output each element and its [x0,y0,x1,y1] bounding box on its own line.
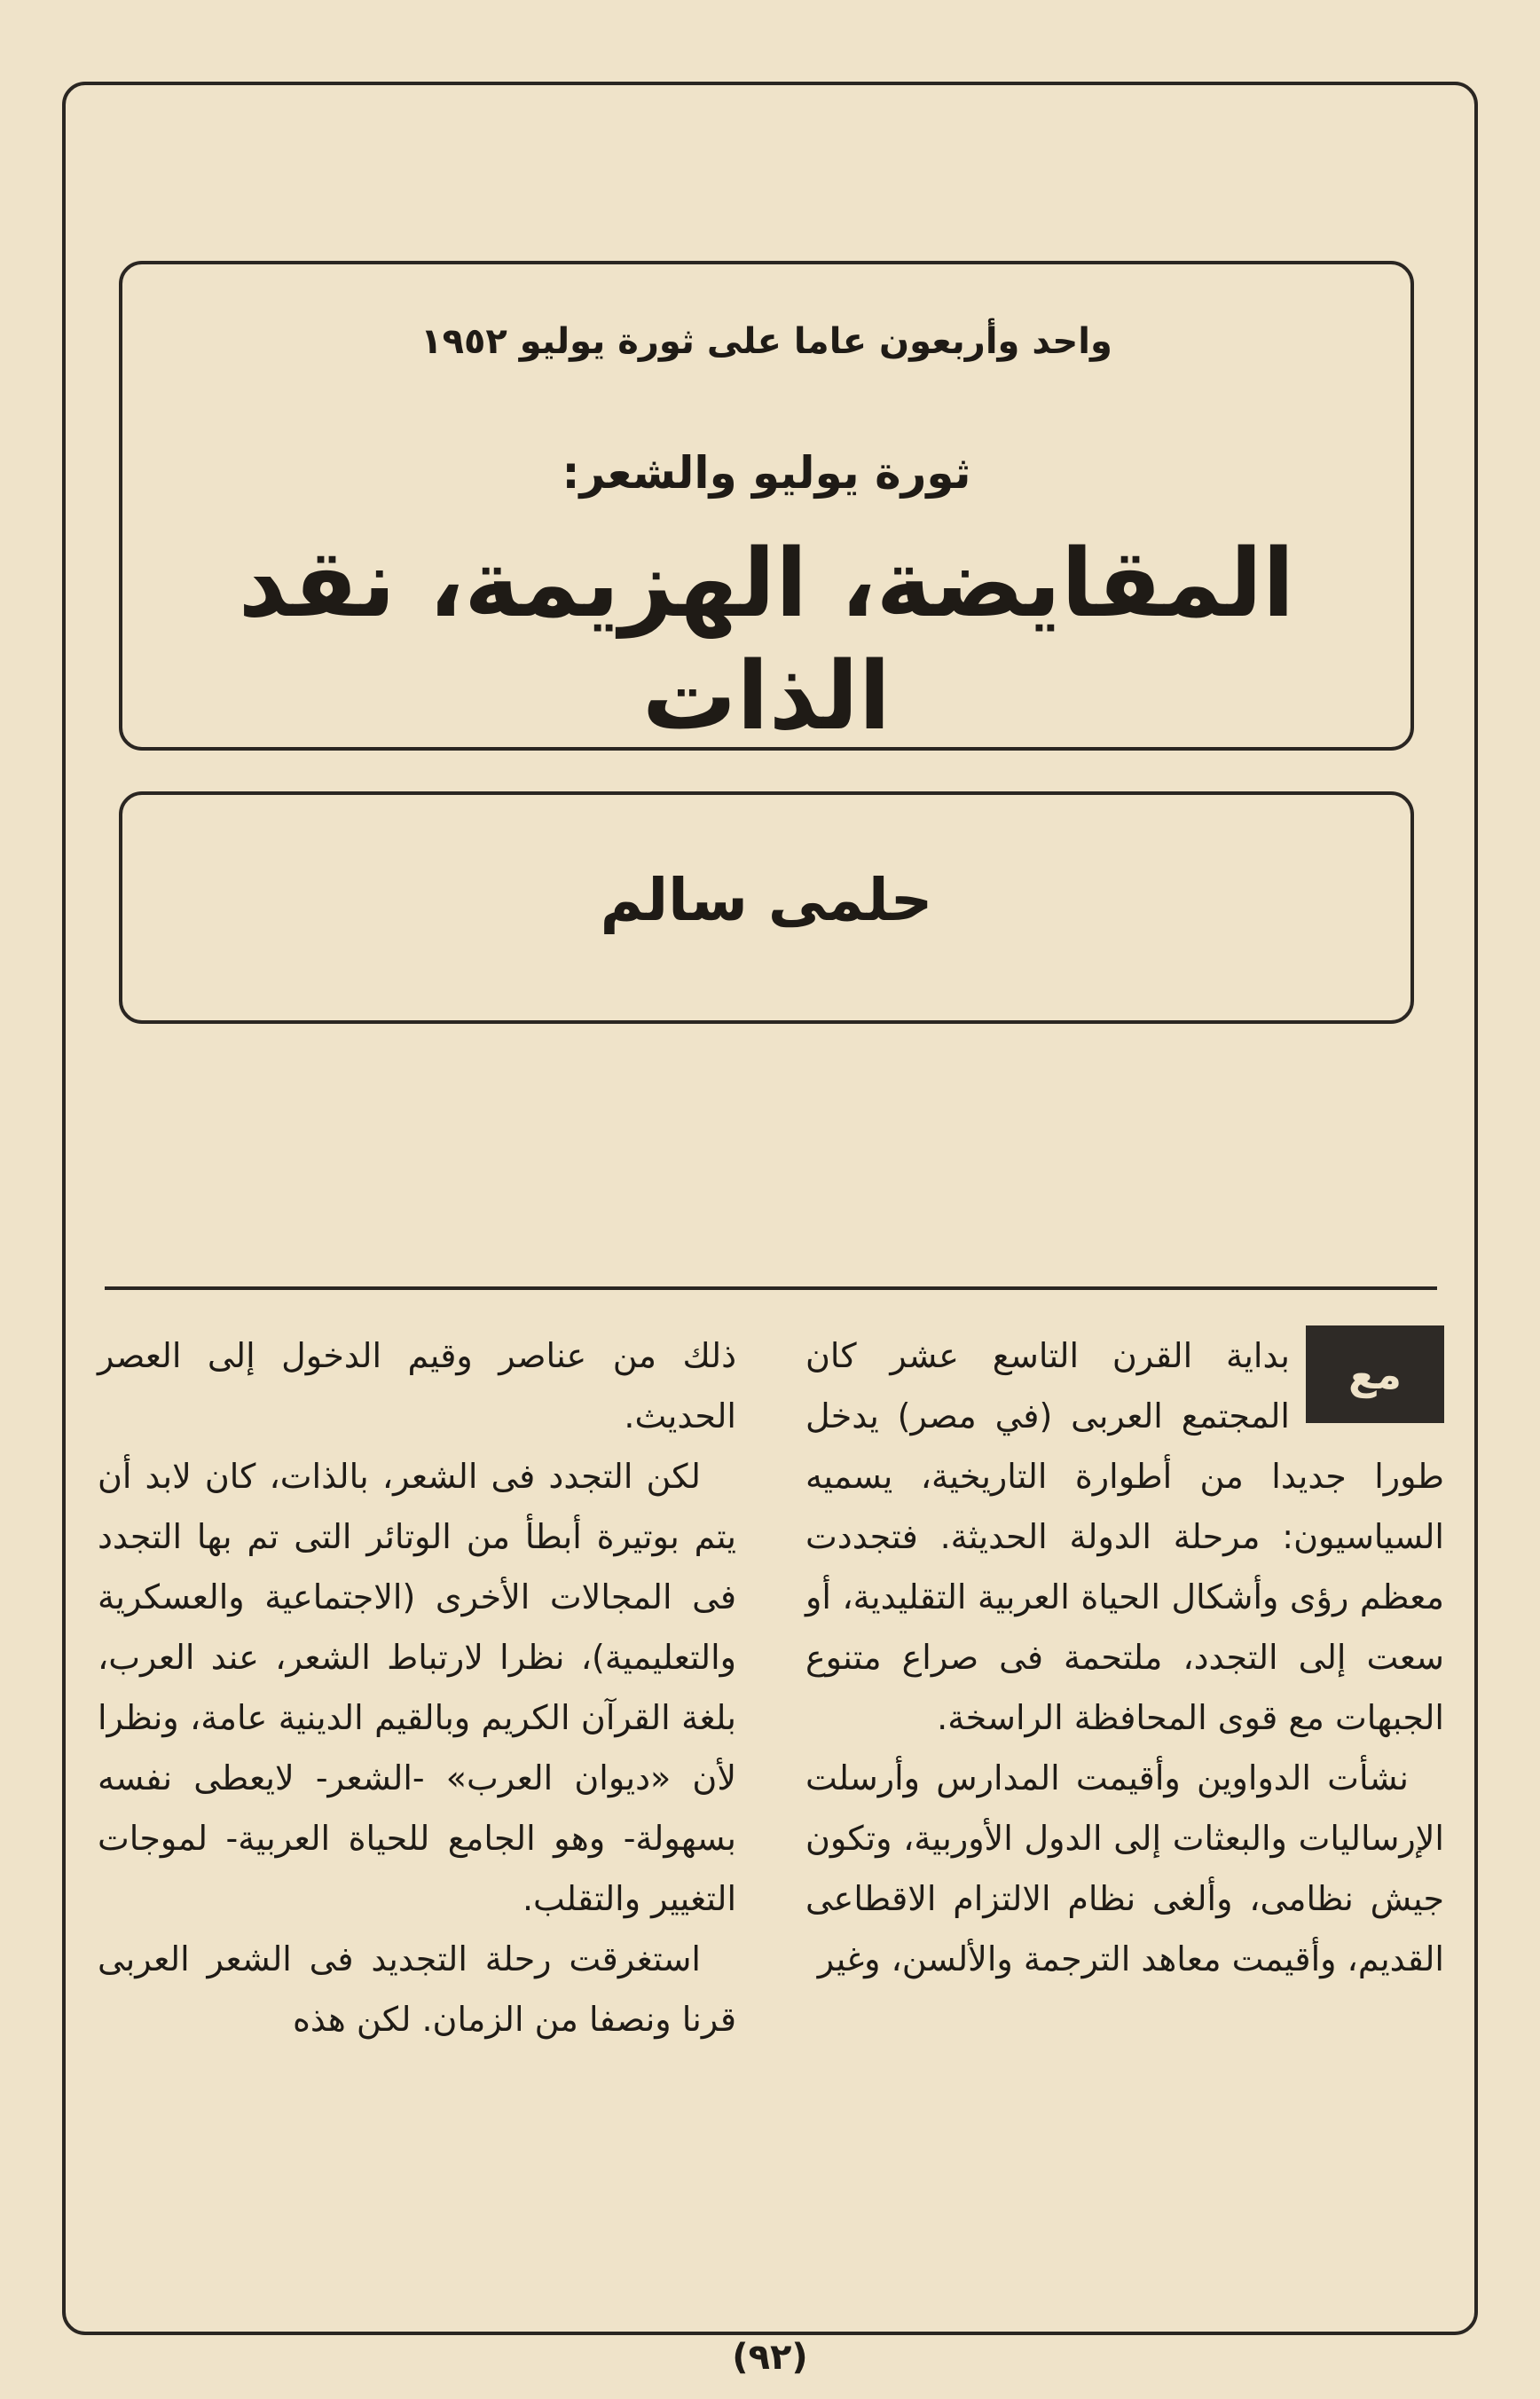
title-box [119,261,1414,751]
subtitle: ثورة يوليو والشعر: [562,447,971,499]
article-column-right [805,1325,1444,1989]
paragraph: ذلك من عناصر وقيم الدخول إلى العصر الحديث. [98,1336,736,1435]
author-box [119,791,1414,1024]
paragraph: نشأت الدواوين وأقيمت المدارس وأرسلت الإرساليات والبعثات إلى الدول الأوربية، وتكون جيش نظامى، وألغى نظام الالتزام الاقطاعى القديم، وأقيمت معاهد الترجمة والألسن، وغير [805,1758,1444,1978]
paragraph: بداية القرن التاسع عشر كان المجتمع العربى (في مصر) يدخل طورا جديدا من أطوارة التاريخية، يسميه السياسيون: مرحلة الدولة الحديثة. فتجددت معظم رؤى وأشكال الحياة العربية التقليدية، أو سعت إلى التجدد، ملتحمة فى صراع متنوع الجبهات مع قوى المحافظة الراسخة. [805,1336,1444,1737]
paragraph: استغرقت رحلة التجديد فى الشعر العربى قرنا ونصفا من الزمان. لكن هذه [98,1939,736,2039]
author-name: حلمى سالم [600,866,933,934]
article-column-left [98,1325,736,2049]
kicker: واحد وأربعون عاما على ثورة يوليو ١٩٥٢ [420,321,1112,362]
page-number: (٩٢) [732,2337,808,2378]
article-title: المقايضة، الهزيمة، نقد الذات [238,529,1295,751]
divider [105,1286,1437,1290]
dropcap: مع [1306,1325,1444,1423]
paragraph: لكن التجدد فى الشعر، بالذات، كان لابد أن يتم بوتيرة أبطأ من الوتائر التى تم بها التجدد فى المجالات الأخرى (الاجتماعية والعسكرية والتعليمية)، نظرا لارتباط الشعر، عند العرب، بلغة القرآن الكريم وبالقيم الدينية عامة، ونظرا لأن «ديوان العرب» -الشعر- لايعطى نفسه بسهولة- وهو الجامع للحياة العربية- لموجات التغيير والتقلب. [98,1457,736,1918]
